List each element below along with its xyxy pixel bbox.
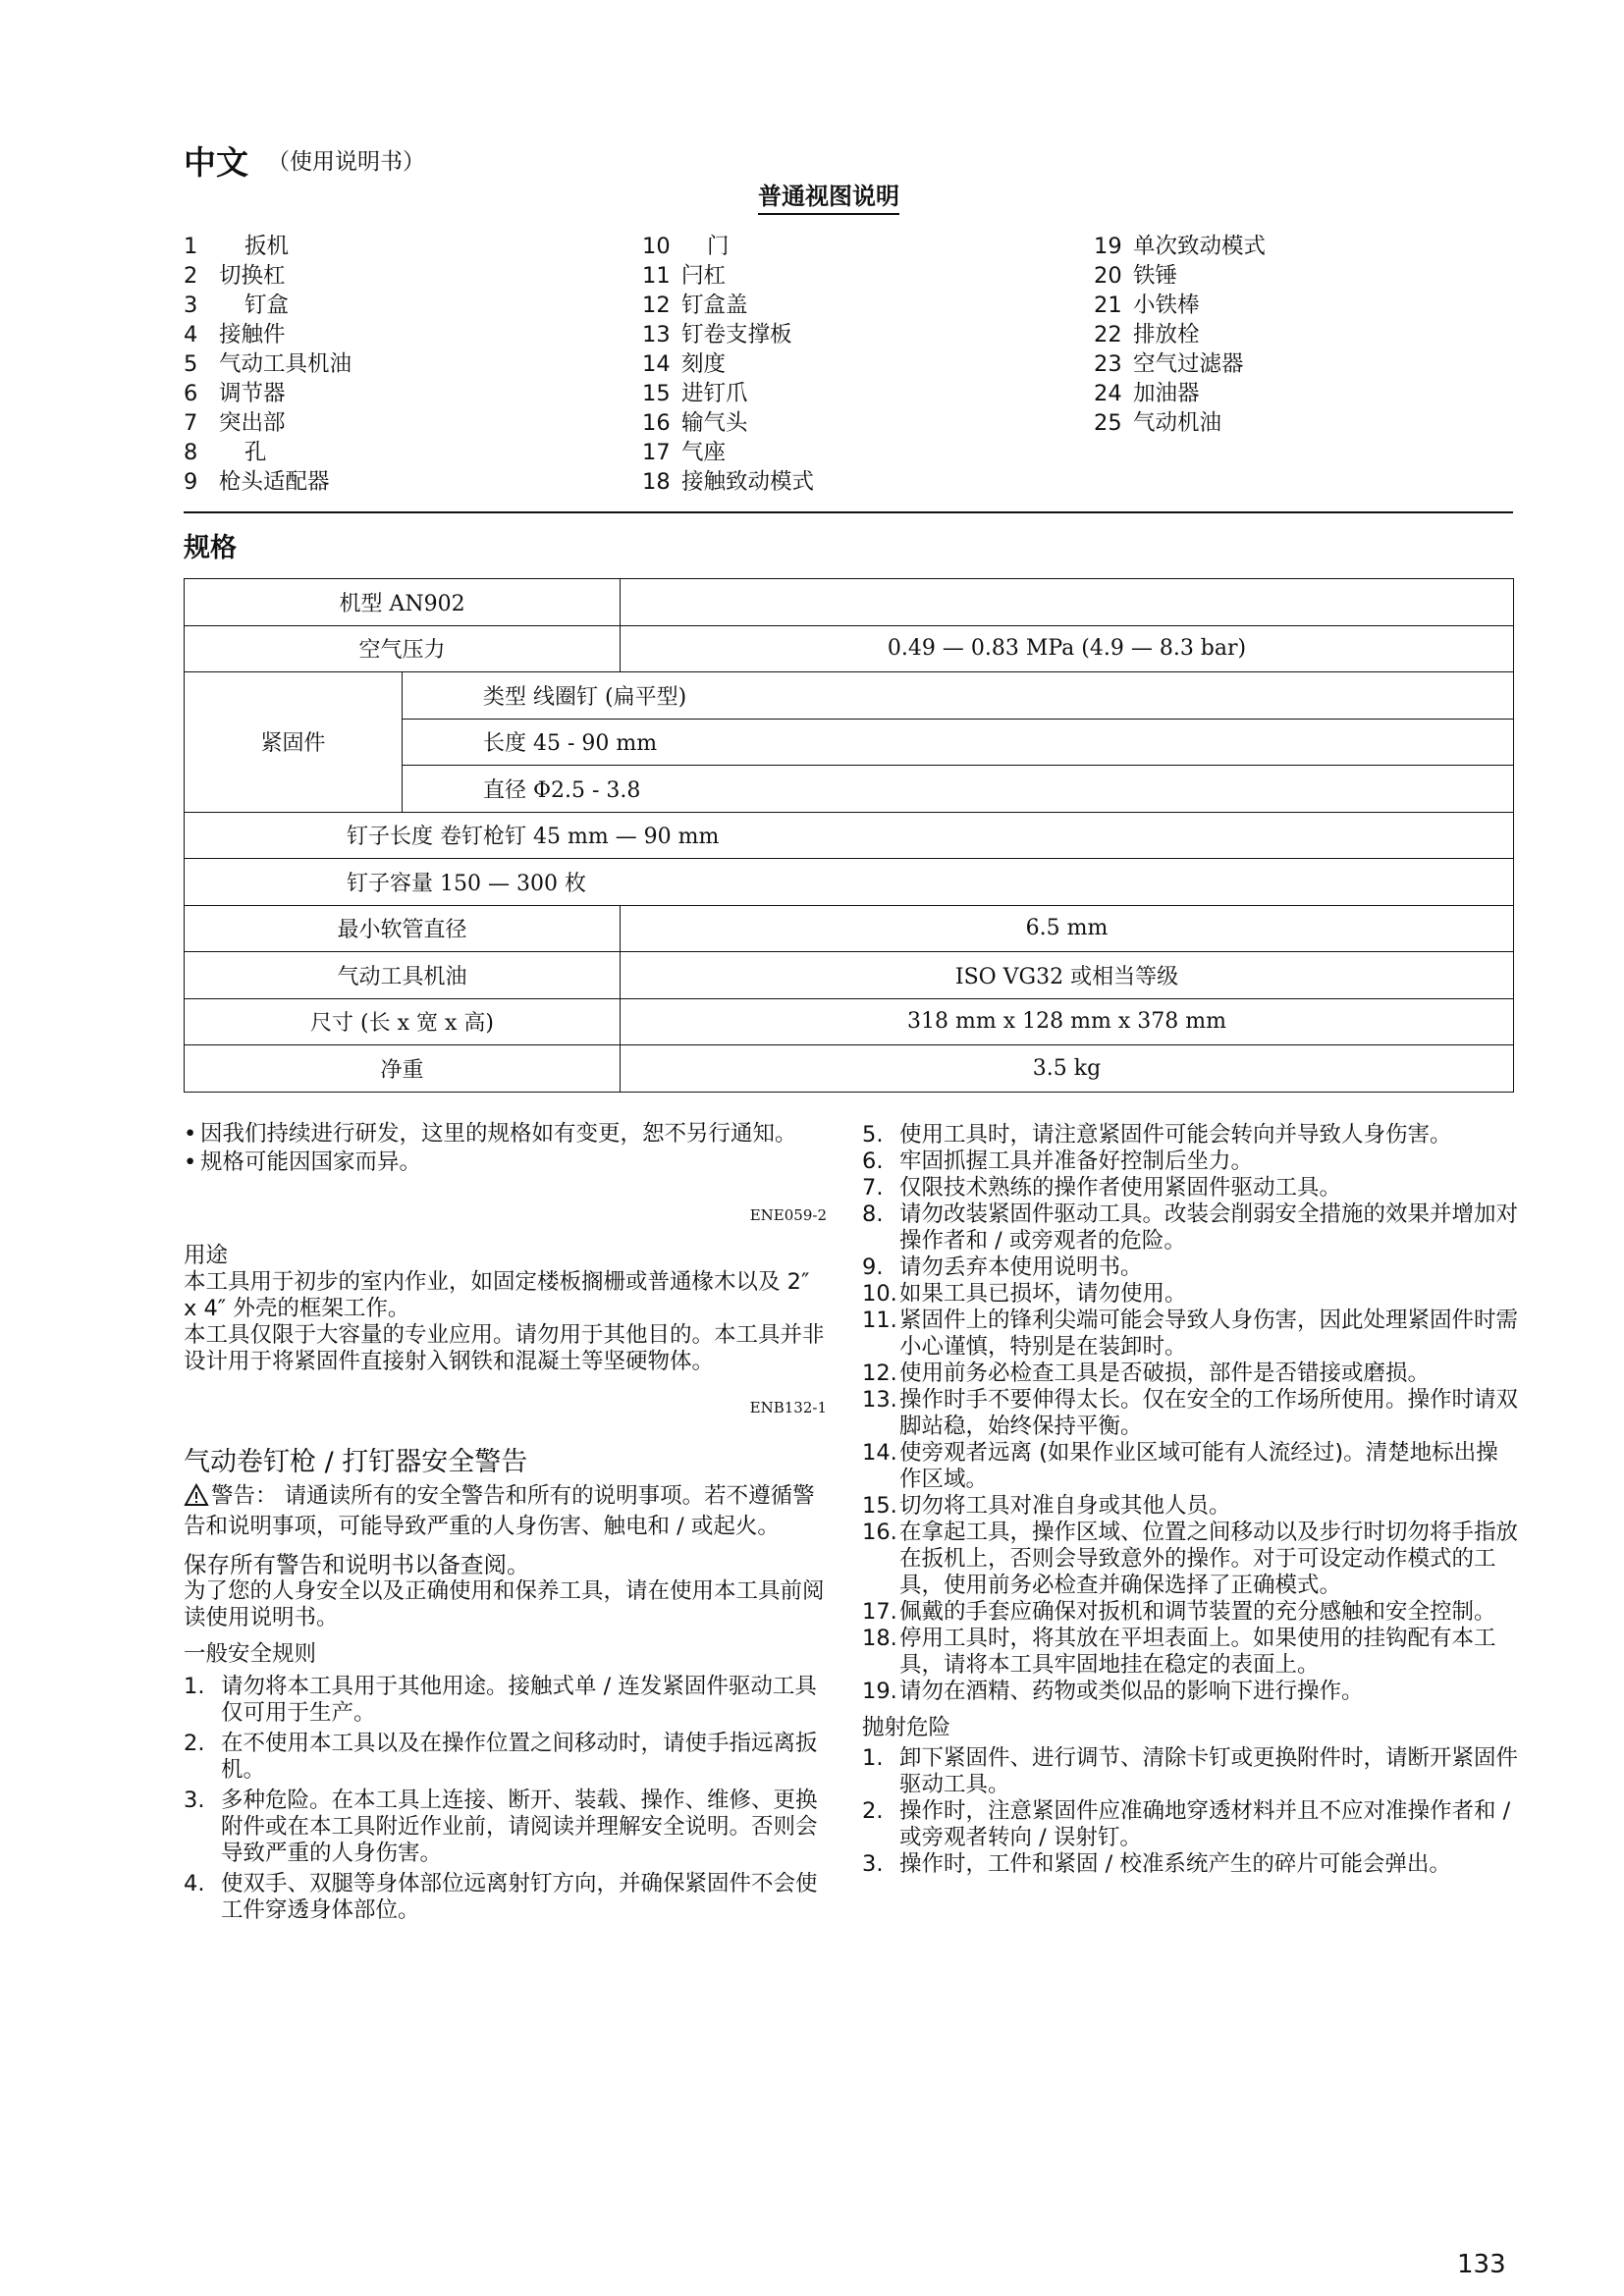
model-cell: 机型 AN902 [185, 579, 621, 626]
safety-heading: 气动卷钉枪 / 打钉器安全警告 [184, 1447, 528, 1477]
part-item: 14 刻度 [642, 351, 727, 377]
oil-label: 气动工具机油 [185, 952, 621, 999]
specs-heading: 规格 [184, 533, 237, 563]
part-item: 18 接触致动模式 [642, 469, 815, 495]
table-row [185, 952, 1514, 999]
use-heading: 用途 [184, 1243, 229, 1268]
part-item: 19 单次致动模式 [1094, 234, 1267, 259]
list-item: 6. 牢固抓握工具并准备好控制后坐力。 [862, 1148, 1254, 1174]
list-item: 3. 操作时，工件和紧固 / 校准系统产生的碎片可能会弹出。 [862, 1851, 1451, 1877]
section-divider [184, 511, 1513, 513]
keep-paragraph: 为了您的人身安全以及正确使用和保养工具，请在使用本工具前阅读使用说明书。 [184, 1578, 825, 1630]
table-row [185, 625, 1514, 672]
spec-note: • 因我们持续进行研发，这里的规格如有变更，恕不另行通知。 [184, 1121, 797, 1147]
spec-note: • 规格可能因国家而异。 [184, 1149, 422, 1175]
list-item: 8. 请勿改装紧固件驱动工具。改装会削弱安全措施的效果并增加对操作者和 / 或旁观者的危险。 [862, 1201, 1519, 1254]
use-paragraph: 本工具仅限于大容量的专业应用。请勿用于其他目的。本工具并非设计用于将紧固件直接射入钢铁和混凝土等坚硬物体。 [184, 1322, 825, 1374]
list-item: 4. 使双手、双腿等身体部位远离射钉方向，并确保紧固件不会使工件穿透身体部位。 [184, 1871, 818, 1923]
list-item: 7. 仅限技术熟练的操作者使用紧固件驱动工具。 [862, 1175, 1342, 1201]
list-item: 5. 使用工具时，请注意紧固件可能会转向并导致人身伤害。 [862, 1122, 1452, 1148]
part-item: 8 孔 [184, 440, 267, 465]
projectile-heading: 抛射危险 [862, 1715, 951, 1740]
list-item: 2. 操作时，注意紧固件应准确地穿透材料并且不应对准操作者和 / 或旁观者转向 / 误射钉。 [862, 1798, 1511, 1850]
part-item: 4 接触件 [184, 322, 286, 347]
table-row [185, 579, 1514, 626]
list-item: 1. 请勿将本工具用于其他用途。接触式单 / 连发紧固件驱动工具仅可用于生产。 [184, 1674, 817, 1726]
weight-value: 3.5 kg [621, 1045, 1514, 1093]
warning-paragraph: 警告： 请通读所有的安全警告和所有的说明事项。若不遵循警告和说明事项，可能导致严重的人身伤害、触电和 / 或起火。 [184, 1483, 815, 1539]
part-item: 21 小铁棒 [1094, 293, 1200, 318]
table-row [185, 905, 1514, 952]
table-row [185, 859, 1514, 906]
part-item: 24 加油器 [1094, 381, 1200, 406]
doc-code: ENB132-1 [749, 1399, 827, 1416]
table-row [185, 812, 1514, 859]
part-item: 2 切换杠 [184, 263, 286, 289]
keep-heading: 保存所有警告和说明书以备查阅。 [184, 1551, 530, 1578]
list-item: 17. 佩戴的手套应确保对扳机和调节装置的充分感触和安全控制。 [862, 1599, 1496, 1625]
list-item: 19. 请勿在酒精、药物或类似品的影响下进行操作。 [862, 1679, 1364, 1704]
part-item: 25 气动机油 [1094, 410, 1222, 436]
fastener-length: 长度 45 - 90 mm [403, 719, 1514, 766]
hose-value: 6.5 mm [621, 905, 1514, 952]
list-item: 11. 紧固件上的锋利尖端可能会导致人身伤害，因此处理紧固件时需小心谨慎，特别是在装卸时。 [862, 1308, 1519, 1360]
left-column [184, 1121, 827, 1924]
list-item: 18. 停用工具时，将其放在平坦表面上。如果使用的挂钩配有本工具，请将本工具牢固地挂在稳定的表面上。 [862, 1626, 1496, 1678]
table-row [185, 1045, 1514, 1093]
part-item: 17 气座 [642, 440, 727, 465]
part-item: 16 输气头 [642, 410, 748, 436]
fastener-label: 紧固件 [185, 672, 403, 813]
language-heading: 中文 [184, 143, 248, 182]
air-pressure-value: 0.49 — 0.83 MPa (4.9 — 8.3 bar) [621, 625, 1514, 672]
nail-length: 钉子长度 卷钉枪钉 45 mm — 90 mm [185, 812, 1514, 859]
part-item: 23 空气过滤器 [1094, 351, 1244, 377]
list-item: 14. 使旁观者远离 (如果作业区域可能有人流经过)。清楚地标出操作区域。 [862, 1440, 1498, 1492]
list-item: 12. 使用前务必检查工具是否破损，部件是否错接或磨损。 [862, 1361, 1431, 1386]
manual-subtitle: （使用说明书） [267, 149, 425, 175]
empty-cell [621, 579, 1514, 626]
part-item: 3 钉盒 [184, 293, 290, 318]
weight-label: 净重 [185, 1045, 621, 1093]
part-item: 9 枪头适配器 [184, 469, 330, 495]
table-row [185, 672, 1514, 720]
list-item: 1. 卸下紧固件、进行调节、清除卡钉或更换附件时，请断开紧固件驱动工具。 [862, 1745, 1519, 1797]
spec-table [184, 578, 1514, 1093]
fastener-diameter: 直径 Φ2.5 - 3.8 [403, 766, 1514, 813]
parts-column-2 [642, 232, 814, 497]
list-item: 16. 在拿起工具，操作区域、位置之间移动以及步行时切勿将手指放在扳机上，否则会导致意外的操作。对于可设定动作模式的工具，使用前务必检查并确保选择了正确模式。 [862, 1520, 1519, 1598]
part-item: 7 突出部 [184, 410, 286, 436]
part-item: 1 扳机 [184, 234, 290, 259]
nail-capacity: 钉子容量 150 — 300 枚 [185, 859, 1514, 906]
list-item: 10. 如果工具已损坏，请勿使用。 [862, 1281, 1187, 1307]
part-item: 6 调节器 [184, 381, 286, 406]
part-item: 5 气动工具机油 [184, 351, 352, 377]
part-item: 22 排放栓 [1094, 322, 1200, 347]
part-item: 12 钉盒盖 [642, 293, 748, 318]
dimension-value: 318 mm x 128 mm x 378 mm [621, 998, 1514, 1045]
list-item: 13. 操作时手不要伸得太长。仅在安全的工作场所使用。操作时请双脚站稳，始终保持平衡。 [862, 1387, 1519, 1439]
right-column [862, 1122, 1520, 1878]
page-number: 133 [1457, 2250, 1506, 2279]
part-item: 10 门 [642, 234, 730, 259]
use-paragraph: 本工具用于初步的室内作业，如固定楼板搁栅或普通椽木以及 2″ x 4″ 外壳的框架工作。 [184, 1269, 810, 1321]
doc-code: ENE059-2 [749, 1206, 827, 1224]
warning-icon [184, 1483, 209, 1514]
list-item: 15. 切勿将工具对准自身或其他人员。 [862, 1493, 1231, 1519]
list-item: 3. 多种危险。在本工具上连接、断开、装载、操作、维修、更换附件或在本工具附近作业前，请阅读并理解安全说明。否则会导致严重的人身伤害。 [184, 1788, 818, 1866]
part-item: 11 闩杠 [642, 263, 727, 289]
air-pressure-label: 空气压力 [185, 625, 621, 672]
dimension-label: 尺寸 (长 x 宽 x 高) [185, 998, 621, 1045]
oil-value: ISO VG32 或相当等级 [621, 952, 1514, 999]
list-item: 2. 在不使用本工具以及在操作位置之间移动时，请使手指远离扳机。 [184, 1731, 818, 1783]
part-item: 13 钉卷支撑板 [642, 322, 792, 347]
fastener-type: 类型 线圈钉 (扁平型) [403, 672, 1514, 720]
hose-label: 最小软管直径 [185, 905, 621, 952]
parts-column-1 [184, 232, 352, 497]
overview-title: 普通视图说明 [758, 177, 899, 215]
table-row [185, 998, 1514, 1045]
part-item: 20 铁锤 [1094, 263, 1178, 289]
parts-column-3 [1094, 232, 1266, 438]
part-item: 15 进钉爪 [642, 381, 748, 406]
general-rules-heading: 一般安全规则 [184, 1641, 317, 1667]
list-item: 9. 请勿丢弃本使用说明书。 [862, 1255, 1143, 1280]
